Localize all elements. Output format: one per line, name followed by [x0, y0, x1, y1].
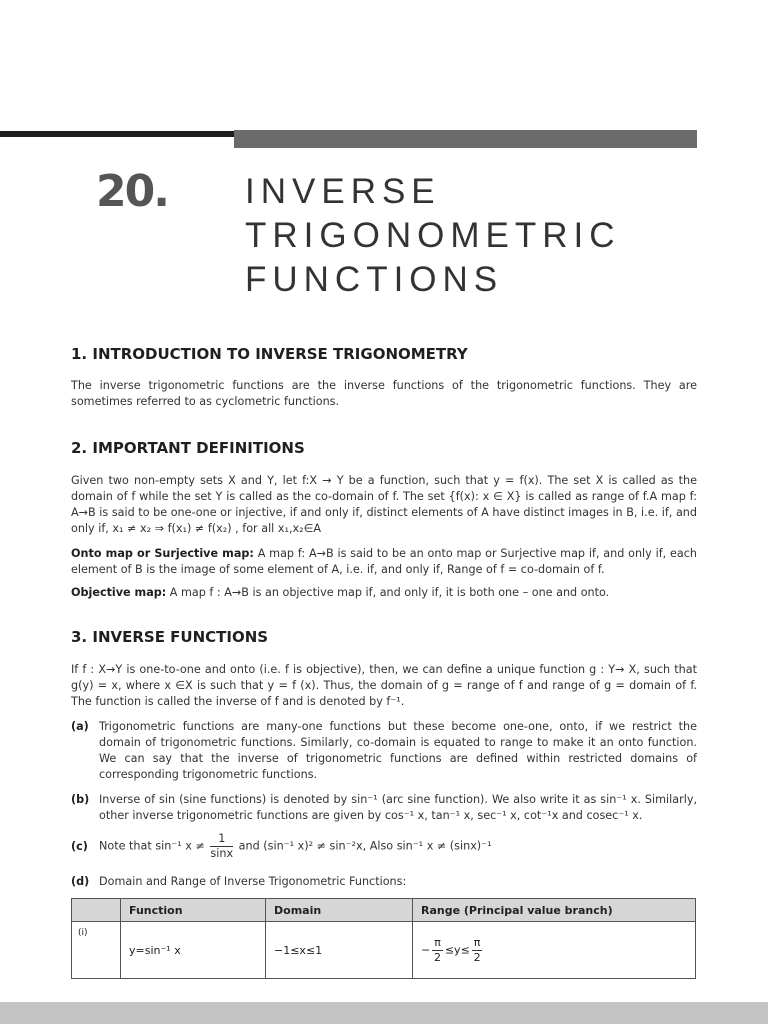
list-item: [71, 832, 697, 861]
fraction: [210, 832, 233, 861]
table-cell-domain: −1≤x≤1: [266, 922, 413, 979]
fraction: [432, 936, 443, 965]
chapter-title-line: INVERSE: [245, 172, 441, 211]
table-header-row: [72, 899, 696, 922]
range-inequality: ≤y≤: [444, 943, 470, 956]
footer-band: [0, 1002, 768, 1024]
list-item-label: (d): [71, 875, 90, 888]
onto-map-label: Onto map or Surjective map:: [71, 547, 254, 560]
table-header-cell: Range (Principal value branch): [413, 899, 696, 922]
table-row: [72, 922, 696, 979]
table-cell-function: y=sin⁻¹ x: [121, 922, 266, 979]
list-item-label: (c): [71, 840, 88, 853]
math-expression: (sin⁻¹ x)² ≠ sin⁻²x,: [263, 839, 367, 853]
list-item-text: Domain and Range of Inverse Trigonometric Functions:: [99, 875, 407, 888]
table-cell-range: [413, 922, 696, 979]
objective-map-text: A map f : A→B is an objective map if, and only if, it is both one – one and onto.: [169, 586, 610, 599]
fraction-denominator: 2: [473, 950, 481, 964]
section-heading: 1. INTRODUCTION TO INVERSE TRIGONOMETRY: [71, 345, 468, 363]
conjunction-text: Also: [369, 839, 394, 853]
list-item-label: (b): [71, 793, 90, 806]
objective-map-label: Objective map:: [71, 586, 167, 599]
conjunction-text: and: [238, 839, 260, 853]
math-expression: sin⁻¹ x ≠: [155, 839, 205, 853]
section-paragraph: The inverse trigonometric functions are the inverse functions of the trigonometric functions. They are sometimes referred to as cyclometric functions.: [71, 379, 697, 408]
list-item-text: Inverse of sin (sine functions) is denoted by sin⁻¹ (arc sine function). We also write it as sin⁻¹ x. Similarly, other inverse trigonometric functions are given by cos⁻¹ x, tan⁻¹ x, sec⁻¹ x, cot⁻¹x and cosec⁻¹ x.: [99, 793, 697, 822]
definitions-paragraph: [71, 473, 697, 537]
table-header-cell: Domain: [266, 899, 413, 922]
fraction-numerator: π: [434, 935, 441, 949]
table-row-index: (i): [72, 922, 121, 979]
definitions-text: Given two non-empty sets X and Y, let f:X → Y be a function, such that y = f(x). The set X is called as the domain of f while the set Y is called as the co-domain of f. The set {f(x): x ∈ X} is called as range of f.A map f: A→B is said to be one-one or injective, if and only if, distinct elements of A have distinct images in B, i.e. if, and only if,: [71, 474, 697, 535]
list-item-math: [99, 832, 697, 861]
chapter-title-line: TRIGONOMETRIC: [245, 216, 621, 255]
fraction-denominator: sinx: [210, 847, 234, 860]
table-header-cell: Function: [121, 899, 266, 922]
fraction-numerator: 1: [210, 832, 233, 847]
range-minus: −: [421, 943, 431, 956]
header-rule-dark: [0, 131, 234, 137]
section-heading: 2. IMPORTANT DEFINITIONS: [71, 439, 305, 457]
table-header-cell: [72, 899, 121, 922]
fraction-numerator: π: [473, 935, 481, 949]
section-heading: 3. INVERSE FUNCTIONS: [71, 628, 269, 646]
list-item-text: Trigonometric functions are many-one functions but these become one-one, onto, if we restrict the domain of trigonometric functions. Similarly, co-domain is equated to range to make it an onto function. We can say that the inverse of trigonometric functions are defined within restricted domains of corresponding trigonometric functions.: [99, 720, 697, 781]
fraction-denominator: 2: [434, 950, 442, 964]
injective-condition: x₁ ≠ x₂ ⇒ f(x₁) ≠ f(x₂) , for all x₁,x₂∈A: [112, 522, 322, 535]
math-expression: sin⁻¹ x ≠ (sinx)⁻¹: [396, 839, 492, 853]
list-item: [71, 874, 697, 890]
list-item-label: (a): [71, 720, 89, 733]
list-item: [71, 792, 697, 824]
chapter-title: [245, 170, 685, 302]
chapter-title-line: FUNCTIONS: [245, 260, 504, 299]
chapter-number: 20.: [96, 166, 168, 217]
fraction: [472, 936, 483, 965]
objective-map-definition: [71, 585, 697, 601]
note-lead: Note that: [99, 839, 152, 853]
list-item: [71, 719, 697, 783]
header-rule-grey: [234, 130, 697, 148]
inverse-function-paragraph: If f : X→Y is one-to-one and onto (i.e. f is objective), then, we can define a unique function g : Y→ X, such that g(y) = x, where x ∈X is such that y = f (x). Thus, the domain of g = range of f and range of g = domain of f. The function is called the inverse of f and is denoted by f⁻¹.: [71, 663, 697, 708]
domain-range-table: [71, 898, 696, 979]
onto-map-definition: [71, 546, 697, 578]
onto-map-text: A map f: A→B is said to be an onto map or Surjective map if, and only if, each element of B is the image of some element of A, i.e. if, and only if, Range of f = co-domain of f.: [71, 547, 697, 576]
